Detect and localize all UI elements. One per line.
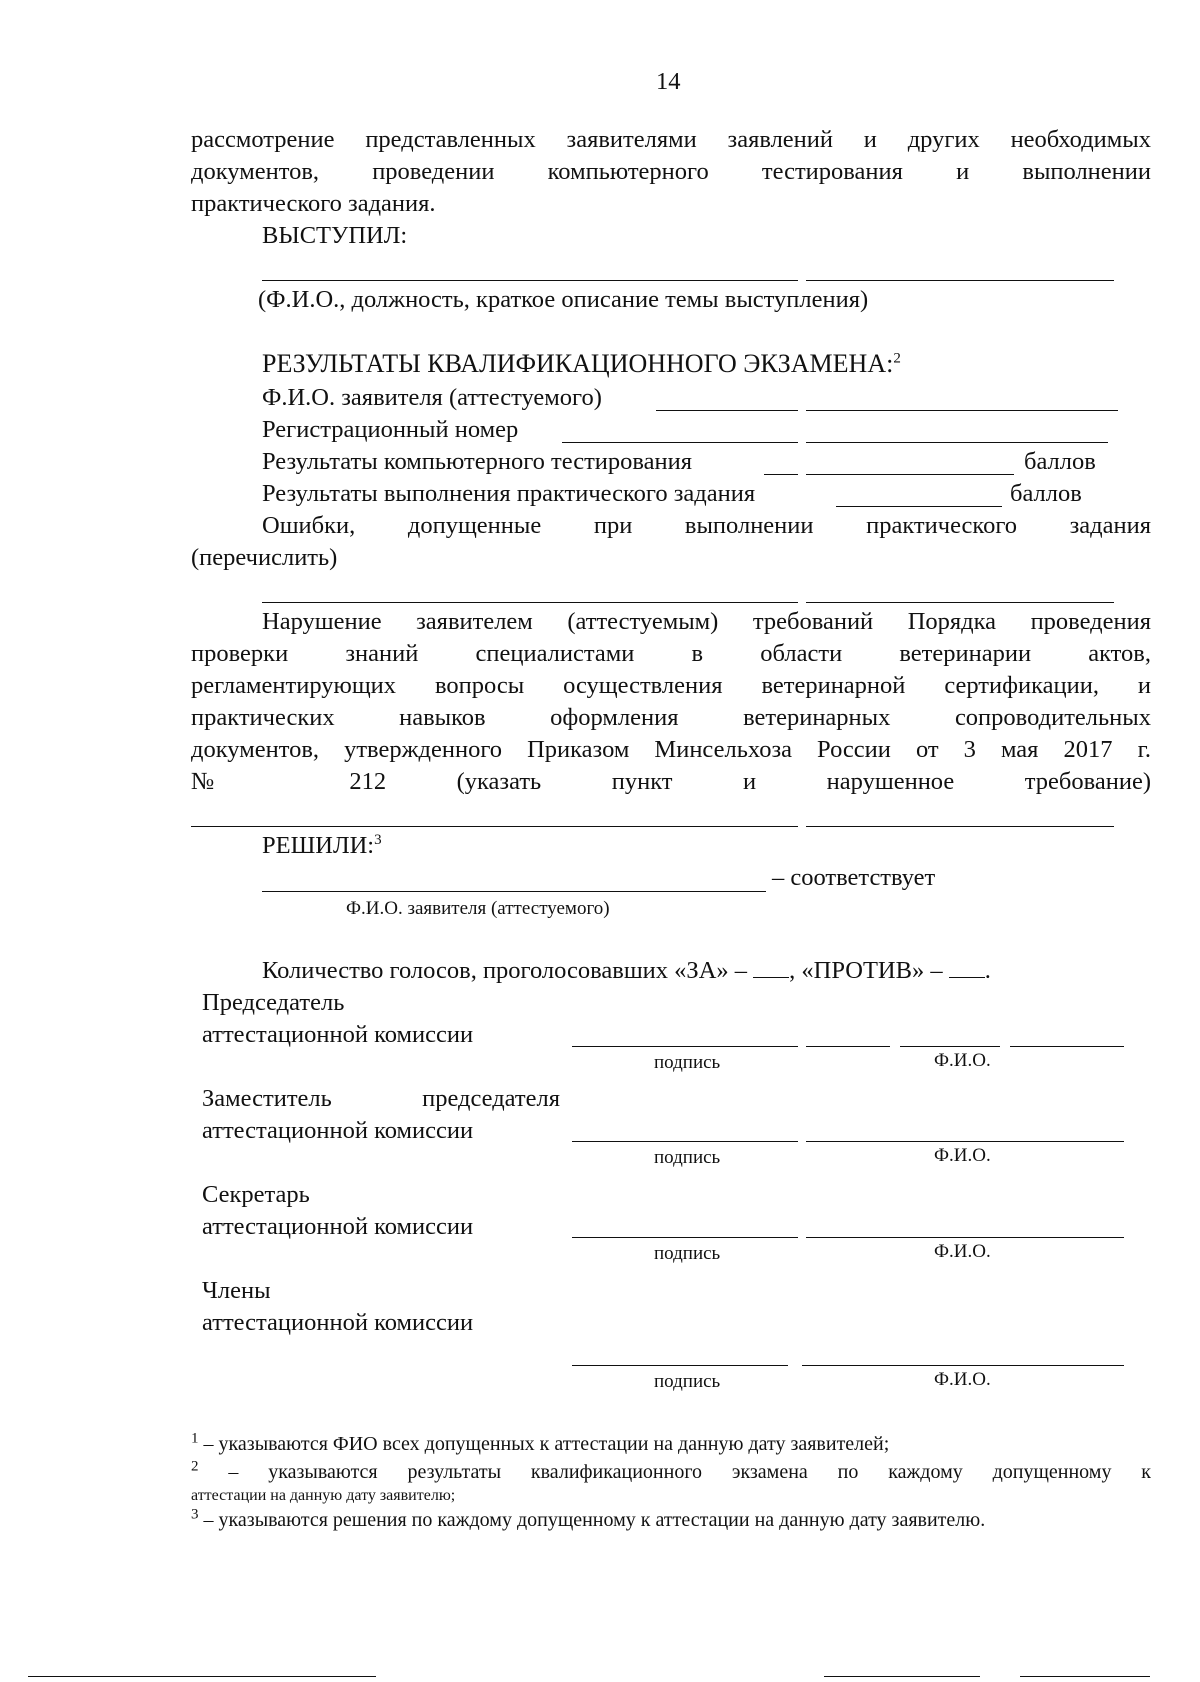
footnote-1-text: – указываются ФИО всех допущенных к аттестации на данную дату заявителей; <box>203 1433 890 1455</box>
signatory-3-name-caption: Ф.И.О. <box>934 1241 991 1262</box>
spoke-line-left <box>262 280 798 281</box>
violation-line-4: практических навыков оформления ветеринарных сопроводительных <box>191 704 1151 731</box>
reg-number-line-2 <box>806 442 1108 443</box>
violation-line-left <box>191 826 798 827</box>
signatory-3-signature-line <box>572 1237 798 1238</box>
signatory-1-commission: аттестационной комиссии <box>202 1021 474 1048</box>
spoke-caption: (Ф.И.О., должность, краткое описание темы выступления) <box>258 286 869 313</box>
applicant-line-1 <box>656 410 798 411</box>
results-heading-footnote-ref: 2 <box>893 350 901 367</box>
violation-line-2: проверки знаний специалистами в области ветеринарии актов, <box>191 640 1151 667</box>
signatory-3-title: Секретарь <box>202 1181 310 1208</box>
footnote-2-text: – указываются результаты квалификационного экзамена по каждому допущенному к <box>228 1461 1152 1483</box>
test-unit: баллов <box>1024 448 1096 475</box>
violation-line-1: Нарушение заявителем (аттестуемым) требований Порядка проведения <box>262 608 1151 635</box>
signatory-3-name-line <box>806 1237 1124 1238</box>
signatory-2-name-caption: Ф.И.О. <box>934 1145 991 1166</box>
violation-line-3: регламентирующих вопросы осуществления ветеринарной сертификации, и <box>191 672 1151 699</box>
test-label: Результаты компьютерного тестирования <box>262 448 693 475</box>
decided-label: РЕШИЛИ:$^3$ <box>262 831 382 859</box>
signatory-2-name-line <box>806 1141 1124 1142</box>
bottom-rule-right <box>1020 1676 1150 1677</box>
footnote-2-continuation: аттестации на данную дату заявителю; <box>191 1487 456 1504</box>
signatory-4-signature-line <box>572 1365 788 1366</box>
page-number: 14 <box>656 68 681 95</box>
practical-unit: баллов <box>1010 480 1082 507</box>
errors-line-right <box>806 602 1114 603</box>
bottom-rule-middle <box>824 1676 980 1677</box>
spoke-label: ВЫСТУПИЛ: <box>262 222 408 249</box>
votes-against-label: , «ПРОТИВ» – <box>789 957 943 984</box>
signatory-2-signature-caption: подпись <box>654 1147 721 1168</box>
signatory-1-signature-caption: подпись <box>654 1052 721 1073</box>
intro-line-2: документов, проведении компьютерного тестирования и выполнении <box>191 158 1151 185</box>
signatory-4-signature-caption: подпись <box>654 1371 721 1392</box>
signatory-1-name-line-b <box>900 1046 1000 1047</box>
bottom-rule-left <box>28 1676 376 1677</box>
signatory-1-name-caption: Ф.И.О. <box>934 1050 991 1071</box>
signatory-4-name-caption: Ф.И.О. <box>934 1369 991 1390</box>
decided-caption: Ф.И.О. заявителя (аттестуемого) <box>346 898 610 919</box>
signatory-1-title: Председатель <box>202 989 345 1016</box>
votes-against-blank <box>949 959 985 978</box>
signatory-1-name-line-a <box>806 1046 890 1047</box>
reg-number-label: Регистрационный номер <box>262 416 519 443</box>
test-line-1 <box>764 474 798 475</box>
footnote-1-mark: 1 <box>191 1430 199 1447</box>
votes-for-blank <box>753 959 789 978</box>
signatory-4-name-line <box>802 1365 1124 1366</box>
practical-line <box>836 506 1002 507</box>
violation-line-6: № 212 (указать пункт и нарушенное требование) <box>191 768 1151 795</box>
spoke-line-right <box>806 280 1114 281</box>
footnote-2-mark: 2 <box>191 1458 199 1475</box>
footnote-3-text: – указываются решения по каждому допущенному к аттестации на данную дату заявителю. <box>203 1509 986 1531</box>
signatory-2-signature-line <box>572 1141 798 1142</box>
violation-line-right <box>806 826 1114 827</box>
errors-line-1: Ошибки, допущенные при выполнении практического задания <box>262 512 1151 539</box>
reg-number-line-1 <box>562 442 798 443</box>
votes-line: Количество голосов, проголосовавших «ЗА» – , «ПРОТИВ» – . <box>262 957 991 984</box>
violation-line-5: документов, утвержденного Приказом Минсельхоза России от 3 мая 2017 г. <box>191 736 1151 763</box>
signatory-1-name-line-c <box>1010 1046 1124 1047</box>
results-heading: РЕЗУЛЬТАТЫ КВАЛИФИКАЦИОННОГО ЭКЗАМЕНА:$^2$ <box>262 349 901 378</box>
applicant-line-2 <box>806 410 1118 411</box>
signatory-4-commission: аттестационной комиссии <box>202 1309 474 1336</box>
signatory-1-signature-line <box>572 1046 798 1047</box>
signatory-2-title: Заместитель председателя <box>202 1085 560 1112</box>
footnote-3 <box>191 1506 986 1532</box>
intro-line-1: рассмотрение представленных заявителями заявлений и других необходимых <box>191 126 1151 153</box>
test-line-2 <box>806 474 1014 475</box>
footnote-2 <box>191 1458 1152 1484</box>
decided-applicant-line <box>262 891 766 892</box>
footnote-1 <box>191 1430 890 1456</box>
decided-conforms: – соответствует <box>772 864 936 891</box>
intro-line-3: практического задания. <box>191 190 436 217</box>
decided-footnote-ref: 3 <box>374 831 382 848</box>
signatory-2-commission: аттестационной комиссии <box>202 1117 474 1144</box>
errors-line-left <box>262 602 798 603</box>
signatory-3-commission: аттестационной комиссии <box>202 1213 474 1240</box>
practical-label: Результаты выполнения практического задания <box>262 480 756 507</box>
signatory-3-signature-caption: подпись <box>654 1243 721 1264</box>
footnote-3-mark: 3 <box>191 1506 199 1523</box>
applicant-label: Ф.И.О. заявителя (аттестуемого) <box>262 384 602 411</box>
votes-for-label: Количество голосов, проголосовавших «ЗА» – <box>262 957 748 984</box>
errors-line-2: (перечислить) <box>191 544 338 571</box>
signatory-4-title: Члены <box>202 1277 271 1304</box>
